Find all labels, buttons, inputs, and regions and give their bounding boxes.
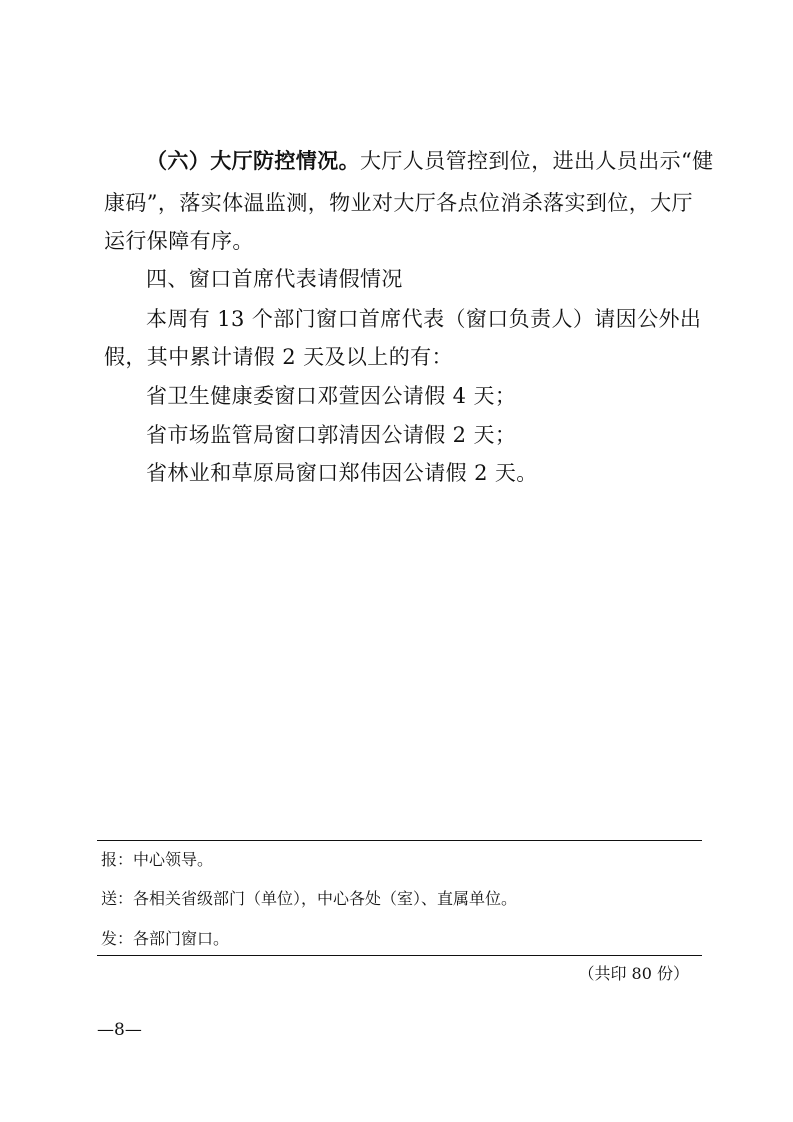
footer-send: 送：各相关省级部门（单位），中心各处（室）、直属单位。 [101, 889, 518, 908]
section6-line3: 运行保障有序。 [104, 229, 254, 253]
footer-issue: 发：各部门窗口。 [101, 929, 230, 948]
section4-para-line2: 假，其中累计请假 2 天及以上的有： [104, 345, 453, 369]
section4-heading: 四、窗口首席代表请假情况 [146, 267, 403, 291]
section6-text1: 大厅人员管控到位，进出人员出示“健 [360, 149, 714, 173]
page-number: —8— [97, 1020, 142, 1040]
section6-line1 [104, 146, 714, 176]
section4-para-line1: 本周有 13 个部门窗口首席代表（窗口负责人）请因公外出 [146, 307, 702, 331]
leave-item-3: 省林业和草原局窗口郑伟因公请假 2 天。 [146, 461, 538, 485]
footer-top-rule [97, 840, 702, 841]
footer-bottom-rule [97, 955, 702, 956]
leave-item-2: 省市场监管局窗口郭清因公请假 2 天； [146, 423, 517, 447]
section6-line2: 康码”，落实体温监测，物业对大厅各点位消杀落实到位，大厅 [104, 191, 693, 215]
section6-title: （六）大厅防控情况。 [146, 149, 360, 173]
leave-item-1: 省卫生健康委窗口邓萱因公请假 4 天； [146, 384, 517, 408]
footer-copies: （共印 80 份） [578, 964, 689, 983]
footer-report: 报：中心领导。 [101, 850, 214, 869]
